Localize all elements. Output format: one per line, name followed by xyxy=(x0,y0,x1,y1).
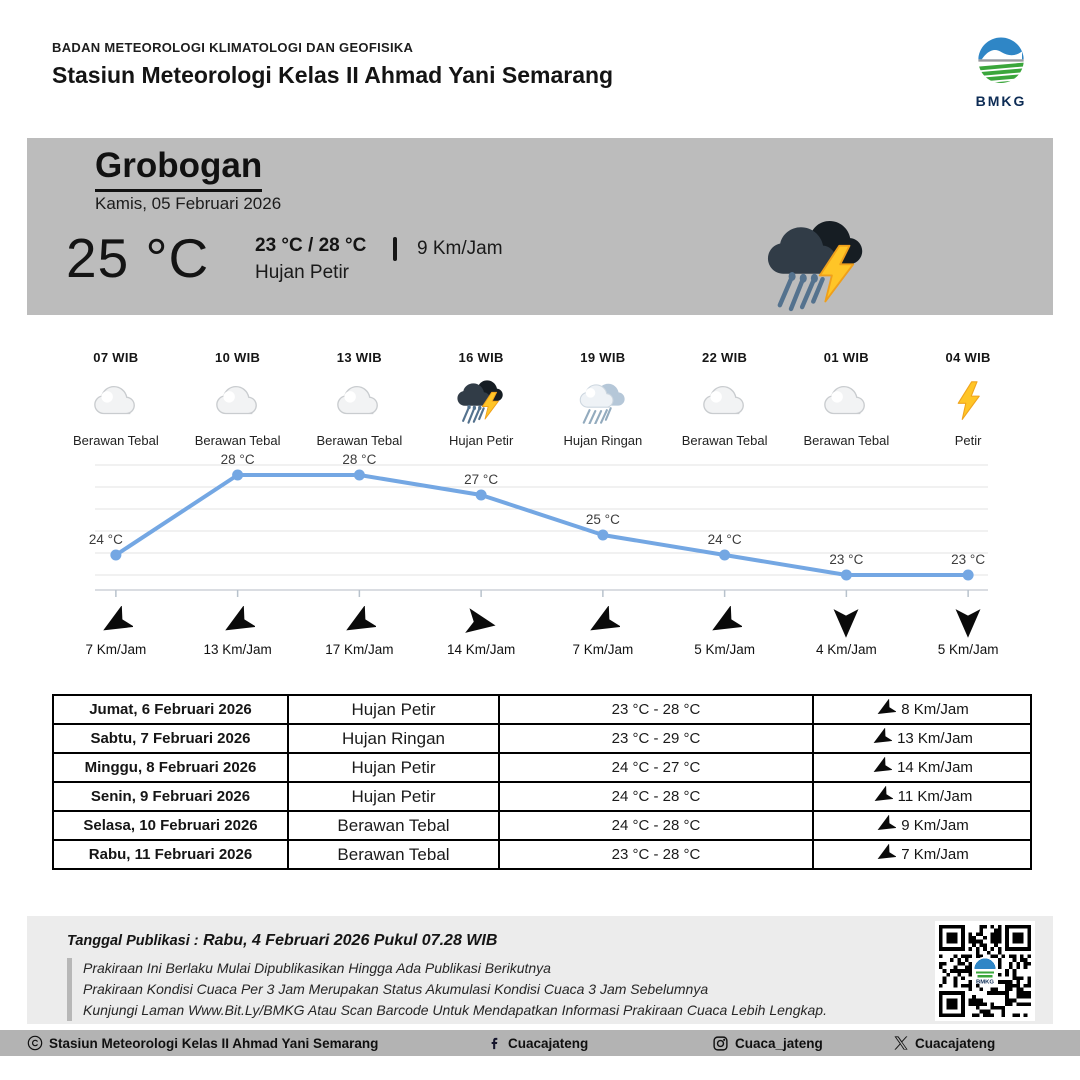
wind-cell xyxy=(813,695,1031,724)
hourly-item xyxy=(542,350,664,448)
wind-arrow-icon xyxy=(871,757,892,778)
cloud-icon xyxy=(213,381,263,421)
temp-range-cell: 24 °C - 28 °C xyxy=(499,811,813,840)
wind-cell xyxy=(813,782,1031,811)
wind-item xyxy=(907,604,1029,657)
cloud-icon xyxy=(334,381,384,421)
data-point xyxy=(110,550,121,561)
time-label: 19 WIB xyxy=(580,350,626,365)
hourly-item xyxy=(299,350,421,448)
date-cell: Sabtu, 7 Februari 2026 xyxy=(53,724,288,753)
wind-speed-label: 4 Km/Jam xyxy=(815,642,877,657)
condition-label: Hujan Petir xyxy=(448,433,514,448)
weather-icon-wrap xyxy=(55,372,177,430)
wind-speed-label: 17 Km/Jam xyxy=(325,642,394,657)
wind-arrow-icon xyxy=(872,786,893,807)
wind-speed-label: 8 Km/Jam xyxy=(901,701,969,718)
weather-icon-wrap xyxy=(299,372,421,430)
date-cell: Senin, 9 Februari 2026 xyxy=(53,782,288,811)
condition-cell: Hujan Petir xyxy=(288,782,499,811)
time-label: 07 WIB xyxy=(93,350,139,365)
thunderstorm-icon xyxy=(456,377,506,425)
weather-icon-wrap xyxy=(664,372,786,430)
time-label: 04 WIB xyxy=(945,350,991,365)
wind-direction-row xyxy=(55,604,1029,657)
wind-item xyxy=(786,604,908,657)
condition-label: Berawan Tebal xyxy=(803,433,890,448)
wind-item xyxy=(299,604,421,657)
divider xyxy=(393,237,397,261)
current-temperature: 25 °C xyxy=(66,227,210,289)
date-cell: Minggu, 8 Februari 2026 xyxy=(53,753,288,782)
temp-range: 23 °C / 28 °C xyxy=(255,235,367,256)
wind-item xyxy=(177,604,299,657)
wind-arrow-icon xyxy=(99,606,133,640)
date-cell: Jumat, 6 Februari 2026 xyxy=(53,695,288,724)
qr-code-image xyxy=(939,925,1031,1017)
wind-arrow-icon xyxy=(875,815,896,836)
publication-date xyxy=(67,932,497,950)
data-point xyxy=(841,570,852,581)
publication-label: Tanggal Publikasi : xyxy=(67,933,199,949)
condition-cell: Hujan Petir xyxy=(288,753,499,782)
wind-item xyxy=(664,604,786,657)
bmkg-logo-icon xyxy=(973,77,1029,94)
data-point xyxy=(597,530,608,541)
wind-cell xyxy=(813,811,1031,840)
light-rain-icon xyxy=(578,379,628,424)
date-cell: Selasa, 10 Februari 2026 xyxy=(53,811,288,840)
current-date: Kamis, 05 Februari 2026 xyxy=(95,194,282,213)
agency-name: BADAN METEOROLOGI KLIMATOLOGI DAN GEOFISIKA xyxy=(52,40,414,55)
temp-label: 27 °C xyxy=(464,472,499,487)
data-point xyxy=(719,550,730,561)
temp-range-cell: 24 °C - 28 °C xyxy=(499,782,813,811)
wind-speed-label: 5 Km/Jam xyxy=(694,642,755,657)
temp-range-cell: 23 °C - 28 °C xyxy=(499,840,813,869)
temp-label: 25 °C xyxy=(585,512,620,527)
wind-cell xyxy=(813,724,1031,753)
weather-icon-wrap xyxy=(907,372,1029,430)
data-point xyxy=(354,470,365,481)
temp-range-cell: 23 °C - 28 °C xyxy=(499,695,813,724)
table-row xyxy=(53,811,1031,840)
weather-icon-wrap xyxy=(542,372,664,430)
hourly-item xyxy=(786,350,908,448)
condition-cell: Berawan Tebal xyxy=(288,811,499,840)
wind-speed-label: 5 Km/Jam xyxy=(937,642,999,657)
temperature-chart xyxy=(0,450,1080,602)
table-row xyxy=(53,753,1031,782)
wind-item xyxy=(542,604,664,657)
wind-speed-label: 7 Km/Jam xyxy=(572,642,634,657)
daily-forecast-table xyxy=(52,694,1032,870)
x-handle: Cuacajateng xyxy=(915,1035,996,1051)
wind-speed-label: 9 Km/Jam xyxy=(901,817,969,834)
station-name: Stasiun Meteorologi Kelas II Ahmad Yani Semarang xyxy=(52,62,614,88)
temp-label: 24 °C xyxy=(707,532,742,547)
thunderstorm-icon xyxy=(765,214,869,313)
social-bar xyxy=(0,1030,1080,1056)
facebook-handle: Cuacajateng xyxy=(508,1035,589,1051)
condition-label: Berawan Tebal xyxy=(681,433,768,448)
header-titles xyxy=(52,40,613,89)
publication-notes xyxy=(67,958,827,1021)
note-line: Kunjungi Laman Www.Bit.Ly/BMKG Atau Scan Barcode Untuk Mendapatkan Informasi Prakiraan Cuaca Lebih Lengkap. xyxy=(83,1002,827,1018)
hourly-forecast-row xyxy=(55,350,1029,448)
wind-speed-label: 14 Km/Jam xyxy=(446,642,516,657)
condition-label: Hujan Ringan xyxy=(563,433,643,448)
weather-icon-wrap xyxy=(420,372,542,430)
header xyxy=(52,40,1040,109)
data-point xyxy=(232,470,243,481)
copyright-icon xyxy=(27,1035,43,1051)
wind-arrow-icon xyxy=(708,606,742,640)
note-line: Prakiraan Ini Berlaku Mulai Dipublikasikan Hingga Ada Publikasi Berikutnya xyxy=(83,960,551,976)
wind-arrow-icon xyxy=(342,606,376,640)
copyright-text: Stasiun Meteorologi Kelas II Ahmad Yani Semarang xyxy=(49,1035,379,1051)
wind-item xyxy=(420,604,542,657)
wind-speed-label: 7 Km/Jam xyxy=(901,846,969,863)
condition-label: Berawan Tebal xyxy=(72,433,159,448)
cloud-icon xyxy=(821,381,871,421)
time-label: 22 WIB xyxy=(702,350,748,365)
temp-range-cell: 23 °C - 29 °C xyxy=(499,724,813,753)
temp-label: 28 °C xyxy=(220,452,255,467)
wind-cell xyxy=(813,840,1031,869)
temp-label: 23 °C xyxy=(829,552,864,567)
condition-cell: Hujan Ringan xyxy=(288,724,499,753)
thunderstorm-icon xyxy=(765,214,869,318)
time-label: 01 WIB xyxy=(823,350,869,365)
lightning-icon xyxy=(953,380,984,421)
copyright-item xyxy=(27,1030,378,1056)
temp-label: 28 °C xyxy=(342,452,377,467)
instagram-item xyxy=(712,1030,823,1056)
svg-text:BMKG: BMKG xyxy=(976,979,994,986)
condition-label: Berawan Tebal xyxy=(316,433,403,448)
data-point xyxy=(476,490,487,501)
instagram-handle: Cuaca_jateng xyxy=(735,1035,823,1051)
date-cell: Rabu, 11 Februari 2026 xyxy=(53,840,288,869)
time-label: 10 WIB xyxy=(215,350,261,365)
wind-speed-label: 14 Km/Jam xyxy=(897,759,973,776)
x-icon xyxy=(893,1035,909,1051)
hourly-item xyxy=(55,350,177,448)
condition-cell: Hujan Petir xyxy=(288,695,499,724)
wind-arrow-icon xyxy=(951,606,985,640)
qr-code xyxy=(935,921,1035,1021)
temp-label: 24 °C xyxy=(88,532,123,547)
wind-arrow-icon xyxy=(875,844,896,865)
table-row xyxy=(53,695,1031,724)
current-conditions-banner xyxy=(27,138,1053,315)
hourly-item xyxy=(907,350,1029,448)
publication-footer xyxy=(27,916,1053,1024)
facebook-icon xyxy=(487,1036,502,1051)
current-wind-speed: 9 Km/Jam xyxy=(417,238,503,259)
hourly-item xyxy=(664,350,786,448)
table-row xyxy=(53,782,1031,811)
weather-icon-wrap xyxy=(177,372,299,430)
bmkg-logo xyxy=(962,34,1040,109)
wind-arrow-icon xyxy=(875,699,896,720)
publication-value: Rabu, 4 Februari 2026 Pukul 07.28 WIB xyxy=(203,932,498,949)
hourly-item xyxy=(177,350,299,448)
location-title: Grobogan xyxy=(95,146,262,192)
wind-arrow-icon xyxy=(221,606,255,640)
wind-arrow-icon xyxy=(871,728,892,749)
condition-label: Berawan Tebal xyxy=(194,433,281,448)
cloud-icon xyxy=(700,381,750,421)
wind-arrow-icon xyxy=(829,606,863,640)
wind-arrow-icon xyxy=(586,606,620,640)
wind-arrow-icon xyxy=(464,606,498,640)
wind-cell xyxy=(813,753,1031,782)
time-label: 13 WIB xyxy=(336,350,382,365)
table-row xyxy=(53,840,1031,869)
x-item xyxy=(893,1030,995,1056)
wind-item xyxy=(55,604,177,657)
wind-speed-label: 13 Km/Jam xyxy=(897,730,973,747)
temp-range-cell: 24 °C - 27 °C xyxy=(499,753,813,782)
cloud-icon xyxy=(91,381,141,421)
bmkg-logo-icon xyxy=(973,34,1029,90)
condition-label: Petir xyxy=(954,433,982,448)
wind-speed-label: 7 Km/Jam xyxy=(85,642,147,657)
note-line: Prakiraan Kondisi Cuaca Per 3 Jam Merupakan Status Akumulasi Kondisi Cuaca 3 Jam Sebelumnya xyxy=(83,981,709,997)
weather-icon-wrap xyxy=(786,372,908,430)
wind-speed-label: 13 Km/Jam xyxy=(203,642,272,657)
condition-cell: Berawan Tebal xyxy=(288,840,499,869)
wind-speed-label: 11 Km/Jam xyxy=(897,788,973,805)
data-point xyxy=(963,570,974,581)
facebook-item xyxy=(487,1030,588,1056)
bmkg-logo-label: BMKG xyxy=(975,93,1027,109)
temp-line-chart xyxy=(0,450,1080,602)
hourly-item xyxy=(420,350,542,448)
time-label: 16 WIB xyxy=(458,350,504,365)
temp-label: 23 °C xyxy=(951,552,986,567)
current-condition: Hujan Petir xyxy=(255,262,349,283)
table-row xyxy=(53,724,1031,753)
instagram-icon xyxy=(712,1035,729,1052)
